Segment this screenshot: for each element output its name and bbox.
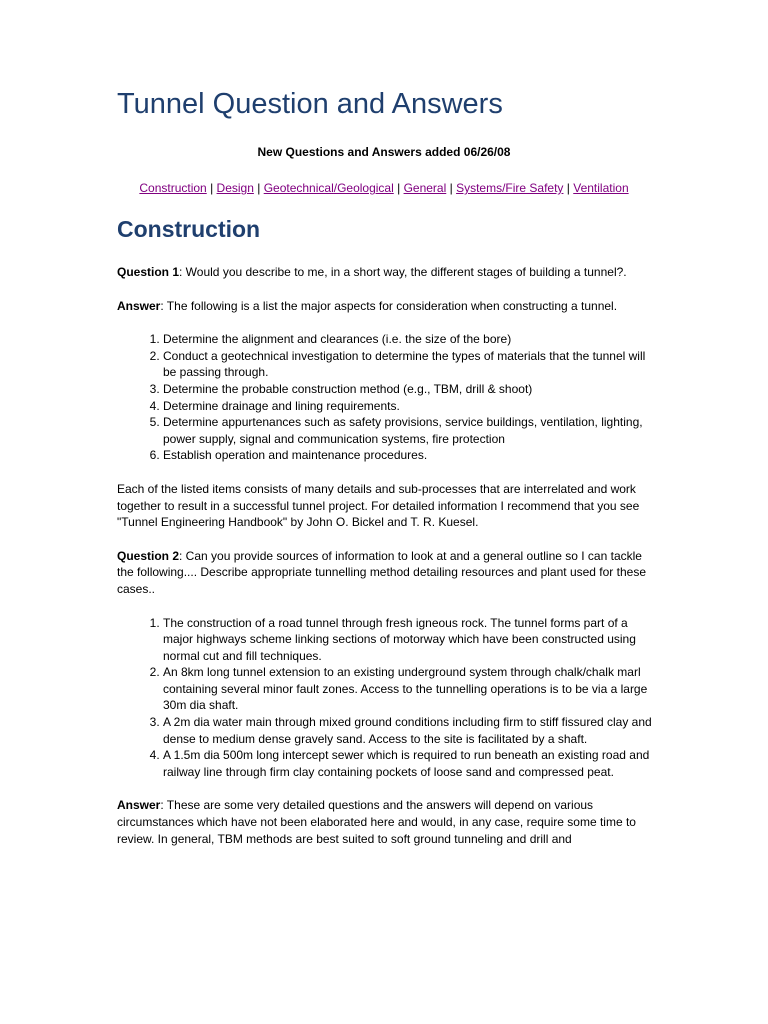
question-text: : Would you describe to me, in a short way, the different stages of building a tunnel?.	[179, 265, 627, 279]
question-label: Question 1	[117, 265, 180, 279]
list-item: 2. An 8km long tunnel extension to an existing underground system through chalk/chalk marl containing several minor fault zones. Access to the tunnelling operations is to be via a large 30m dia shaft.	[163, 664, 657, 714]
answer-2	[117, 797, 657, 847]
list-item: 4. A 1.5m dia 500m long intercept sewer which is required to run beneath an existing road and railway line through firm clay containing pockets of loose sand and compressed peat.	[163, 747, 657, 780]
nav-separator: |	[206, 181, 217, 195]
nav-separator: |	[253, 181, 264, 195]
list-item: 5. Determine appurtenances such as safety provisions, service buildings, ventilation, lighting, power supply, signal and communication systems, fire protection	[163, 414, 657, 447]
question-2	[117, 548, 657, 598]
answer-label: Answer	[117, 298, 161, 313]
list-item: 6. Establish operation and maintenance procedures.	[163, 447, 657, 464]
list-item: 3. A 2m dia water main through mixed ground conditions including firm to stiff fissured clay and dense to medium dense gravely sand. Access to the site is facilitated by a shaft.	[163, 714, 657, 747]
answer-label: Answer	[117, 798, 161, 813]
nav-link-general[interactable]: General	[403, 181, 447, 195]
nav-separator: |	[393, 181, 404, 195]
nav-separator: |	[446, 181, 457, 195]
nav-separator: |	[563, 181, 574, 195]
list-item: 1. The construction of a road tunnel through fresh igneous rock. The tunnel forms part of a major highways scheme linking sections of motorway which have been constructed using normal cut and fill techniques.	[163, 615, 657, 665]
nav-link-ventilation[interactable]: Ventilation	[573, 181, 629, 195]
answer-1-followup: Each of the listed items consists of many details and sub-processes that are interrelated and work together to result in a successful tunnel project. For detailed information I recommend that you see "Tunnel Engineering Handbook" by John O. Bickel and T. R. Kuesel.	[117, 481, 640, 530]
section-heading: Construction	[117, 216, 261, 242]
question-text: : Can you provide sources of information to look at and a general outline so I can tackle the following.... Describe appropriate tunnelling method detailing resources and plant used for these cases..	[117, 548, 646, 596]
nav-link-systems-fire-safety[interactable]: Systems/Fire Safety	[456, 181, 564, 195]
list-item: 4. Determine drainage and lining requirements.	[163, 398, 657, 415]
list-item: 2. Conduct a geotechnical investigation to determine the types of materials that the tunnel will be passing through.	[163, 348, 657, 381]
update-notice: New Questions and Answers added 06/26/08	[257, 145, 511, 159]
nav-link-construction[interactable]: Construction	[139, 181, 207, 195]
construction-stages-list	[117, 331, 657, 464]
answer-text: : These are some very detailed questions and the answers will depend on various circumstances which have not been elaborated here and would, in any case, require some time to review. In general, TBM methods are best suited to soft ground tunneling and drill and	[117, 798, 636, 846]
question-label: Question 2	[117, 548, 180, 563]
section-nav	[117, 180, 651, 196]
qa-body	[117, 264, 657, 864]
nav-link-design[interactable]: Design	[216, 181, 254, 195]
question-1	[117, 264, 657, 281]
answer-text: : The following is a list the major aspects for consideration when constructing a tunnel.	[160, 298, 618, 313]
nav-link-geotechnical[interactable]: Geotechnical/Geological	[263, 181, 394, 195]
list-item: 1. Determine the alignment and clearances (i.e. the size of the bore)	[163, 331, 657, 348]
page-title: Tunnel Question and Answers	[117, 88, 503, 120]
list-item: 3. Determine the probable construction method (e.g., TBM, drill & shoot)	[163, 381, 657, 398]
answer-1	[117, 298, 657, 315]
tunnel-cases-list	[117, 615, 657, 781]
